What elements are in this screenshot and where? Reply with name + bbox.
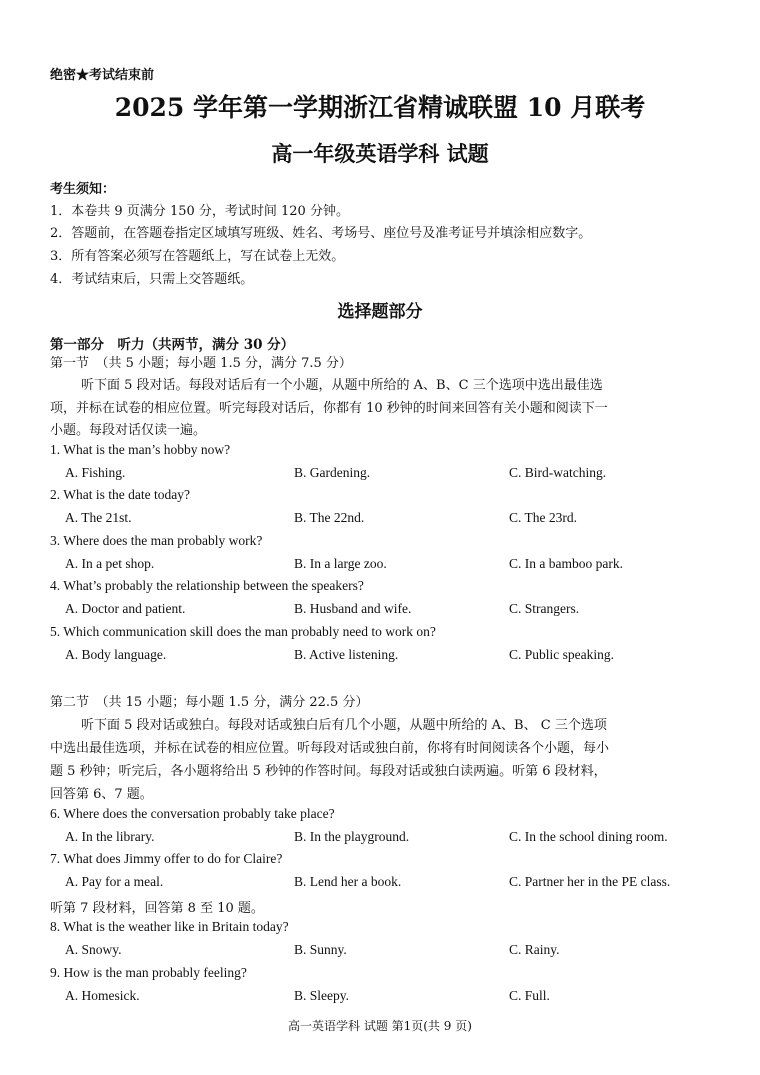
question-6: 6. Where does the conversation probably take place?: [50, 806, 335, 821]
option-a: A. In a pet shop.: [65, 556, 155, 571]
question-9: 9. How is the man probably feeling?: [50, 965, 247, 980]
instruction-line: 听下面 5 段对话。每段对话后有一个小题，从题中所给的 A、B、C 三个选项中选出最佳选: [81, 378, 603, 393]
option-a: A. Pay for a meal.: [65, 874, 164, 889]
notice-heading: 考生须知：: [50, 182, 116, 197]
option-b: B. Sleepy.: [294, 988, 349, 1003]
option-a: A. Fishing.: [65, 465, 126, 480]
notice-item: 2．答题前，在答题卷指定区域填写班级、姓名、考场号、座位号及准考证号并填涂相应数字。: [50, 226, 592, 241]
option-c: C. Strangers.: [509, 601, 580, 616]
instruction-line: 小题。每段对话仅读一遍。: [50, 423, 207, 438]
instruction-line: 中选出最佳选项，并标在试卷的相应位置。听每段对话或独白前，你将有时间阅读各个小题，每小: [50, 741, 610, 756]
option-c: C. Public speaking.: [509, 647, 614, 662]
question-8: 8. What is the weather like in Britain today?: [50, 919, 289, 934]
option-b: B. In the playground.: [294, 829, 410, 844]
notice-item: 3．所有答案必须写在答题纸上，写在试卷上无效。: [50, 249, 345, 264]
subsection-title: 第一节 （共 5 小题；每小题 1.5 分，满分 7.5 分）: [50, 356, 352, 371]
option-c: C. In the school dining room.: [509, 829, 668, 844]
option-a: A. Snowy.: [65, 942, 122, 957]
option-c: C. Partner her in the PE class.: [509, 874, 671, 889]
option-c: C. Rainy.: [509, 942, 560, 957]
question-2: 2. What is the date today?: [50, 487, 190, 502]
option-b: B. Gardening.: [294, 465, 371, 480]
option-a: A. Homesick.: [65, 988, 140, 1003]
subsection-title: 第二节 （共 15 小题；每小题 1.5 分，满分 22.5 分）: [50, 695, 369, 710]
option-a: A. The 21st.: [65, 510, 132, 525]
notice-item: 4．考试结束后，只需上交答题纸。: [50, 272, 254, 287]
exam-title: 2025 学年第一学期浙江省精诚联盟 10 月联考: [114, 93, 646, 122]
instruction-line: 项，并标在试卷的相应位置。听完每段对话后，你都有 10 秒钟的时间来回答有关小题和阅读下一: [50, 401, 608, 416]
instruction-line: 听下面 5 段对话或独白。每段对话或独白后有几个小题，从题中所给的 A、B、 C 三个选项: [81, 718, 607, 733]
option-b: B. Lend her a book.: [294, 874, 402, 889]
option-b: B. Sunny.: [294, 942, 347, 957]
instruction-line: 回答第 6、7 题。: [50, 787, 153, 802]
option-a: A. In the library.: [65, 829, 155, 844]
option-b: B. In a large zoo.: [294, 556, 387, 571]
option-b: B. Husband and wife.: [294, 601, 412, 616]
notice-item: 1．本卷共 9 页满分 150 分，考试时间 120 分钟。: [50, 204, 349, 219]
question-3: 3. Where does the man probably work?: [50, 533, 263, 548]
question-1: 1. What is the man’s hobby now?: [50, 442, 231, 457]
option-b: B. Active listening.: [294, 647, 399, 662]
option-b: B. The 22nd.: [294, 510, 365, 525]
part-title: 第一部分 听力（共两节，满分 30 分）: [50, 337, 295, 353]
section-title: 选择题部分: [337, 302, 423, 322]
option-c: C. In a bamboo park.: [509, 556, 623, 571]
option-a: A. Doctor and patient.: [65, 601, 186, 616]
question-5: 5. Which communication skill does the man probably need to work on?: [50, 624, 436, 639]
question-7: 7. What does Jimmy offer to do for Claire?: [50, 851, 283, 866]
instruction-line: 题 5 秒钟；听完后，各小题将给出 5 秒钟的作答时间。每段对话或独白读两遍。听第 6 段材料，: [50, 764, 607, 779]
question-4: 4. What’s probably the relationship between the speakers?: [50, 578, 364, 593]
option-c: C. The 23rd.: [509, 510, 577, 525]
exam-subtitle: 高一年级英语学科 试题: [271, 141, 489, 166]
page-footer: 高一英语学科 试题 第1页(共 9 页): [288, 1019, 472, 1033]
option-c: C. Full.: [509, 988, 550, 1003]
option-c: C. Bird-watching.: [509, 465, 607, 480]
instruction-line: 听第 7 段材料，回答第 8 至 10 题。: [50, 901, 264, 916]
confidential-label: 绝密★考试结束前: [50, 68, 155, 83]
option-a: A. Body language.: [65, 647, 167, 662]
